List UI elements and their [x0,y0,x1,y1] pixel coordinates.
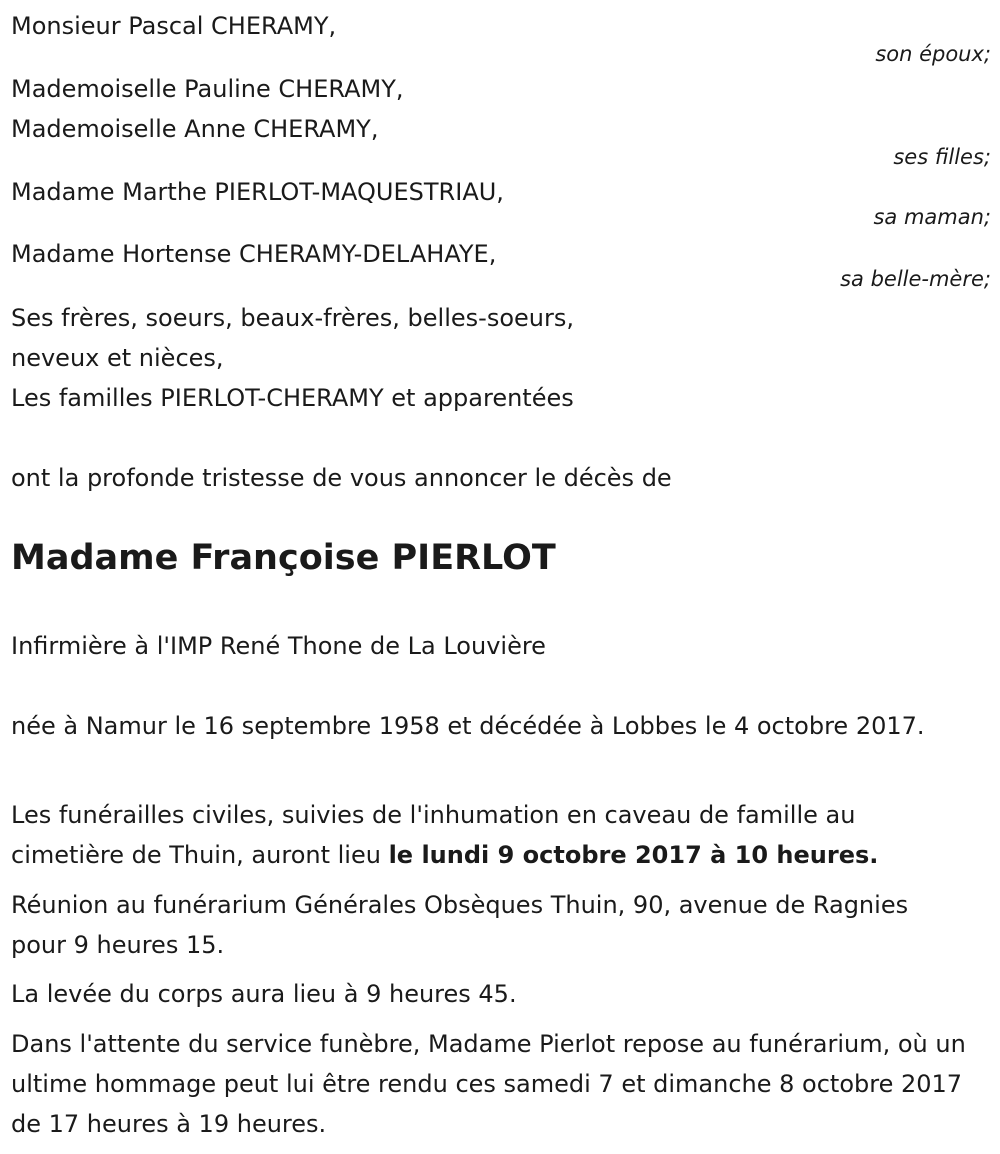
relatives-line: Ses frères, soeurs, beaux-frères, belles-soeurs, [11,304,574,332]
relatives-line: neveux et nièces, [11,344,224,372]
daughter-name: Mademoiselle Pauline CHERAMY, [11,75,404,103]
mother-in-law-name: Madame Hortense CHERAMY-DELAHAYE, [11,240,497,268]
daughters-block [11,69,991,169]
spouse-name: Monsieur Pascal CHERAMY, [11,12,337,40]
birth-death-text: née à Namur le 16 septembre 1958 et décédée à Lobbes le 4 octobre 2017. [11,712,925,740]
funeral-text [11,795,961,875]
daughters-role: ses filles; [893,145,991,169]
viewing-text: Dans l'attente du service funèbre, Madame Pierlot repose au funérarium, où un ultime hommage peut lui être rendu ces samedi 7 et dimanche 8 octobre 2017 de 17 heures à 19 heures. [11,1030,966,1138]
spouse-role: son époux; [875,42,991,66]
relatives-line: Les familles PIERLOT-CHERAMY et apparentées [11,384,574,412]
mother-in-law-role: sa belle-mère; [840,267,991,291]
daughter-name: Mademoiselle Anne CHERAMY, [11,115,379,143]
other-relatives-block [11,298,991,418]
announcement-text: ont la profonde tristesse de vous annoncer le décès de [11,464,672,492]
spouse-block [11,6,991,66]
funeral-date: le lundi 9 octobre 2017 à 10 heures. [388,841,879,869]
mother-name: Madame Marthe PIERLOT-MAQUESTRIAU, [11,178,504,206]
mother-block [11,172,991,229]
mother-in-law-block [11,234,991,291]
deceased-name: Madame Françoise PIERLOT [11,538,556,578]
mother-role: sa maman; [873,205,991,229]
meeting-text: Réunion au funérarium Générales Obsèques Thuin, 90, avenue de Ragnies pour 9 heures 15. [11,891,909,959]
occupation-text: Infirmière à l'IMP René Thone de La Louvière [11,632,546,660]
funeral-text-intro: Les funérailles civiles, suivies de l'inhumation en caveau de famille au cimetière de Thuin, auront lieu [11,801,856,869]
levee-text: La levée du corps aura lieu à 9 heures 45. [11,980,517,1008]
